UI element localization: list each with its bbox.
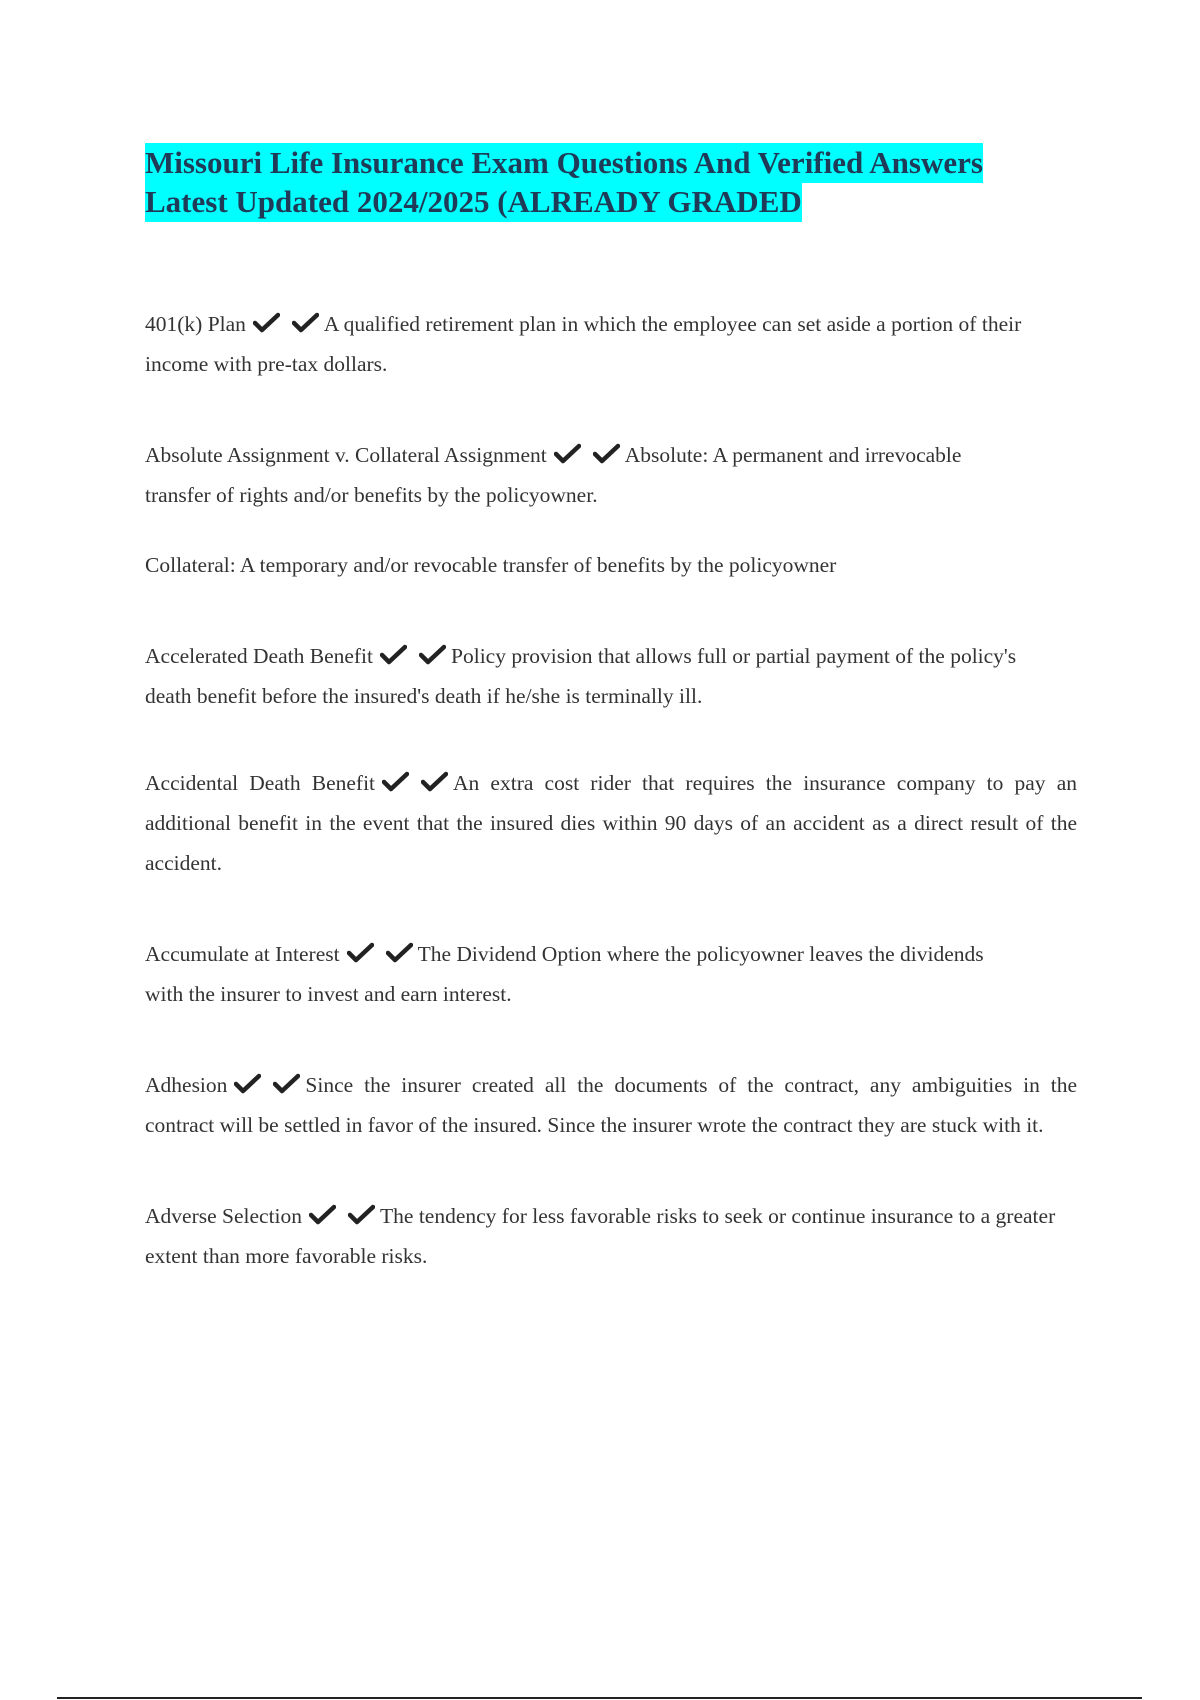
entry-definition: An extra cost rider that requires the insurance company to pay an additional benefit in the event that the insured dies within 90 days of an accident as a direct result of the accident. [145, 771, 1077, 875]
title-line-2: Latest Updated 2024/2025 (ALREADY GRADED [145, 182, 802, 222]
entry-term: Accidental Death Benefit [145, 771, 376, 795]
check-icon [348, 1204, 375, 1226]
check-icon [292, 312, 319, 334]
check-icon [593, 443, 620, 465]
check-icon [554, 443, 581, 465]
entry-continuation: Collateral: A temporary and/or revocable transfer of benefits by the policyowner [145, 553, 837, 577]
qa-entry [145, 1196, 1077, 1276]
entry-term: Accumulate at Interest [145, 942, 340, 966]
check-icon [386, 942, 413, 964]
qa-list [145, 304, 1077, 1276]
entry-definition: The Dividend Option where the policyowner leaves the dividends with the insurer to invest and earn interest. [145, 942, 984, 1006]
qa-entry-continuation [145, 545, 1077, 585]
page-bottom-rule [57, 1697, 1142, 1699]
entry-term: Adhesion [145, 1073, 228, 1097]
qa-entry [145, 636, 1025, 716]
check-icon [382, 771, 409, 793]
entry-definition: A qualified retirement plan in which the employee can set aside a portion of their income with pre-tax dollars. [145, 312, 1022, 376]
check-icon [421, 771, 448, 793]
entry-term: Absolute Assignment v. Collateral Assignment [145, 443, 547, 467]
qa-entry [145, 934, 1005, 1014]
check-icon [380, 644, 407, 666]
entry-definition: Absolute: A permanent and irrevocable transfer of rights and/or benefits by the policyowner. [145, 443, 962, 507]
entry-term: Adverse Selection [145, 1204, 303, 1228]
check-icon [347, 942, 374, 964]
title-line-1: Missouri Life Insurance Exam Questions And Verified Answers [145, 143, 983, 183]
entry-term: Accelerated Death Benefit [145, 644, 374, 668]
entry-definition: Since the insurer created all the documents of the contract, any ambiguities in the contract will be settled in favor of the insured. Since the insurer wrote the contract they are stuck with it. [145, 1073, 1077, 1137]
entry-term: 401(k) Plan [145, 312, 246, 336]
check-icon [419, 644, 446, 666]
document-title [145, 143, 1065, 221]
check-icon [253, 312, 280, 334]
qa-entry [145, 304, 1077, 384]
qa-entry [145, 763, 1077, 883]
check-icon [309, 1204, 336, 1226]
check-icon [234, 1073, 261, 1095]
check-icon [273, 1073, 300, 1095]
entry-definition: Policy provision that allows full or partial payment of the policy's death benefit before the insured's death if he/she is terminally ill. [145, 644, 1017, 708]
entry-definition: The tendency for less favorable risks to seek or continue insurance to a greater extent than more favorable risks. [145, 1204, 1056, 1268]
qa-entry [145, 435, 965, 515]
qa-entry [145, 1065, 1077, 1145]
